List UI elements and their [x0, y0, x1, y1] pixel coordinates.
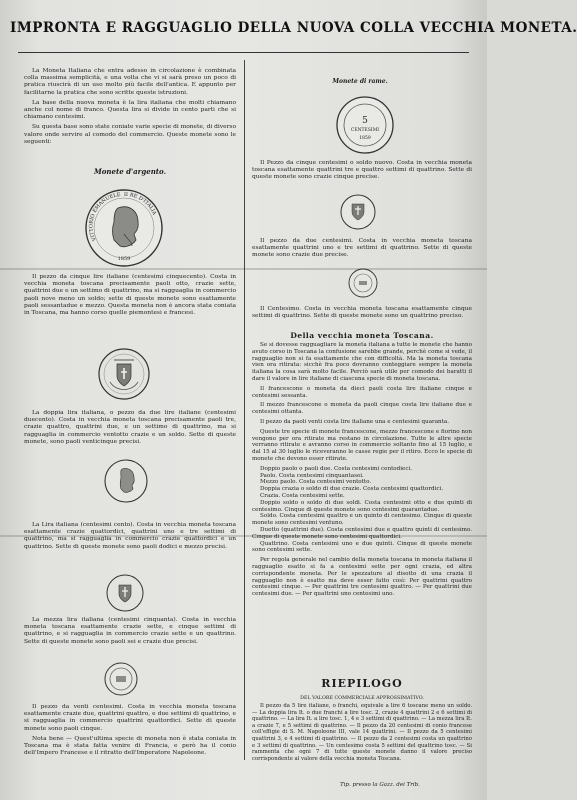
- printer-credit: Tip. presso la Gazz. dei Trib.: [340, 782, 420, 788]
- riepilogo-title: RIEPILOGO: [321, 677, 403, 690]
- old-money-item: Paolo. Costa centesimi cinquantasei.: [260, 472, 364, 479]
- nota-bene: Nota bene — Quest'ultima specie di moneta non è stata coniata in Toscana ma è stata fatta venire di Francia, e però ha il conio dell'Impero Francese e il ritratto dell'Imperatore Napoleone.: [24, 735, 236, 757]
- riepilogo-block: [252, 703, 472, 765]
- two-lire-text: [24, 410, 236, 449]
- intro-paragraph: La base della nuova moneta è la lira italiana che molti chiamano anche col nome di franco. Questa lira si divide in cento parti che si chiamano centesimi.: [24, 99, 236, 121]
- coin-description: La mezza lira italiana (centesimi cinquanta). Costa in vecchia moneta toscana esattamente crazie sette, e cinque settimi di quattrino, e si ragguaglia in commercio crazie sette e un quattrino. Sette di queste monete sono paoli sei e crazie due precisi.: [24, 617, 236, 645]
- coin-year: 1859: [359, 136, 371, 141]
- twenty-cent-text: [24, 704, 236, 760]
- old-money-item: Mezzo paolo. Costa centesimi ventotto.: [260, 479, 372, 486]
- five-cent-text: [252, 160, 472, 185]
- intro-paragraph: Su questa base sono state coniate varie specie di monete, di diverso valore onde servire al comodo del commercio. Queste monete sono le seguenti:: [24, 124, 237, 145]
- five-lire-text: [24, 274, 236, 320]
- old-money-paragraph: Se si dovesse ragguagliare la moneta italiana a tutte le monete che hanno avuto corso in Toscana la confusione sarebbe grande, perchè come si vede, il ragguaglio non si fa esattamente che con difficoltà. Ma la moneta toscana vien ora ritirata: sicchè fra poco dovranno conteggiare sempre la moneta italiana la cosa sarà molto facile. Perciò sarà utile per comodo dei baratti il dare il valore in lire italiane di ciascuna specie di moneta toscana.: [252, 342, 472, 382]
- old-money-item: Doppia crazia o soldo di due crazie. Costa centesimi quattordici.: [260, 486, 444, 493]
- svg-text:VITTORIO EMANUELE: VITTORIO EMANUELE: [88, 192, 121, 242]
- old-money-item: Duetto (quattrini due). Costa centesimi due e quattro quinti di centesimo. Cinque di queste monete sono centesimi quattordici.: [252, 526, 472, 540]
- poster-title: IMPRONTA E RAGGUAGLIO DELLA NUOVA COLLA VECCHIA MONETA.: [10, 20, 577, 36]
- two-cent-coin-image: [340, 194, 376, 230]
- five-lire-coin-image: [84, 188, 164, 268]
- coin-description: Il pezzo da due centesimi. Costa in vecchia moneta toscana esattamente quattrini uno e tre settimi di quattrino. Sette di queste monete sono crazie due precise.: [252, 238, 472, 259]
- coin-description: Il Pezzo da cinque centesimi o soldo nuovo. Costa in vecchia moneta toscana esattamente quattrini tre e quattro settimi di quattrino. Sette di queste monete sono crazie cinque precise.: [252, 160, 472, 181]
- old-money-item: Soldo. Costa centesimi quattro e un quinto di centesimo. Cinque di queste monete sono centesimi ventuno.: [252, 513, 472, 527]
- five-cent-coin-image: [336, 96, 394, 154]
- intro-paragraph: La Moneta Italiana che entra adesso in circolazione è combinata colla massima semplicità, e una volta che vi si sarà preso un poco di pratica riuscirà di un uso molto più facile dell'antica. E appunto per facilitarne la pratica che sono scritte queste istruzioni.: [24, 68, 236, 96]
- old-money-item: Crazia. Costa centesimi sette.: [260, 492, 345, 499]
- old-money-paragraph: Queste tre specie di monete francescone, mezzo francescone e fiorino non vengono per ora ritirate ma restano in circolazione. Tutte le altre specie verranno ritirate e avranno corso in commercio soltanto fino al 15 luglio, e dal 15 al 30 luglio le riceveranno le casse regie per il ritiro. Ecco le specie di monete che devono esser ritirate.: [252, 428, 472, 462]
- one-cent-text: [252, 306, 472, 323]
- coin-description: Il pezzo da cinque lire italiane (centesimi cinquecento). Costa in vecchia moneta toscana precisamente paoli otto, crazie sette, quattrini due e un settimo di quattrino, ma si ragguaglia in commercio paoli nove meno un soldo; sette di queste monete sono esattamente paoli sessantadue e mezzo. Questa moneta non è ancora stata coniata in Toscana, ma hanno corso quelle piemontesi e francesi.: [24, 274, 236, 317]
- old-money-paragraph: Il pezzo da paoli venti costa lire italiane una e centesimi quaranta.: [260, 418, 450, 425]
- coin-description: La Lira italiana (centesimi cento). Costa in vecchia moneta toscana esattamente crazie quattordici, quattrini uno e tre settimi di quattrino, ma si ragguaglia in commercio crazie quattordici e un quattrino. Sette di queste monete sono paoli dodici e mezzo precisi.: [24, 522, 236, 550]
- one-cent-coin-image: [348, 268, 378, 298]
- two-cent-text: [252, 238, 472, 263]
- old-money-item: Doppio soldo o soldo di due soldi. Costa centesimi otto e due quinti di centesimo. Cinque di queste monete sono centesimi quarantadue.: [252, 499, 472, 513]
- coin-value: 5: [362, 116, 368, 126]
- one-lira-text: [24, 522, 236, 554]
- title-rule: [18, 52, 469, 53]
- riepilogo-text: Il pezzo da 5 lire italiane, o franchi, equivale a lire 6 toscane meno un soldo. — La doppia lira It. o due franchi a lire tosc. 2, crazie 4 quattrini 2 e 6 settimi di quattrino. — La lira It. a lire tosc. 1, 4 e 3 settimi di quattrino. — La mezza lira It. a crazie 7, e 5 settimi di quattrino. — Il pezzo da 20 centesimi di conio francese coll'effigie di S. M. Napoleone III, vale 14 quattrini. — Il pezzo da 5 centesimi quattrini 3, e 4 settimi di quattrino. — Il pezzo da 2 centesimi costa un quattrino e 3 settimi di quattrino. — Un centesimo costa 5 settimi del quattrino tosc. — Si rammenta che ogni 7 di tutte queste monete danno il valore preciso corrispondente al valore della vecchia moneta Toscana.: [252, 703, 472, 762]
- two-lire-coin-image: [98, 348, 150, 400]
- old-money-paragraph: Il francescone o moneta da dieci paoli costa lire italiane cinque e centesimi sessanta.: [252, 385, 472, 399]
- old-money-paragraph: Il mezzo francescone o moneta da paoli cinque costa lire italiane due e centesimi ottanta.: [252, 402, 472, 416]
- column-divider: [244, 60, 245, 760]
- old-money-item: Quattrino. Costa centesimi uno e due quinti. Cinque di queste monete sono centesimi sette.: [252, 540, 472, 554]
- coin-year: 1859: [117, 256, 131, 262]
- one-lira-coin-image: [104, 459, 148, 503]
- coin-description: Il pezzo da venti centesimi. Costa in vecchia moneta toscana esattamente crazie due, quattrini quattro, e due settimi di quattrino, e si ragguaglia in commercio quattrini quattordici. Sette di queste monete sono paoli cinque.: [24, 704, 236, 732]
- old-money-item: Doppio paolo o paoli due. Costa centesimi centodieci.: [260, 465, 413, 472]
- half-lira-coin-image: [106, 574, 144, 612]
- coin-description: La doppia lira italiana, o pezzo da due lire italiane (centesimi duecento). Costa in vecchia moneta toscana precisamente paoli tre, crazie quattro, quattrini due, e un settimo di quattrino, ma si ragguaglia in commercio ventotto crazie e un soldo. Sette di queste monete, sono paoli venticinque precisi.: [24, 410, 236, 445]
- copper-heading: Monete di rame.: [332, 78, 388, 85]
- coin-label: CENTESIMI: [350, 128, 380, 133]
- svg-text:II RE D'ITALIA: II RE D'ITALIA: [123, 191, 158, 217]
- old-money-heading: Della vecchia moneta Toscana.: [290, 331, 434, 340]
- twenty-cent-coin-image: [104, 662, 138, 696]
- riepilogo-subtitle: DEL VALORE COMMERCIALE APPROSSIMATIVO.: [300, 696, 424, 701]
- intro-block: [24, 68, 236, 149]
- half-lira-text: [24, 617, 236, 649]
- silver-heading: Monete d'argento.: [94, 167, 166, 176]
- old-money-paragraph: Per regola generale nel cambio della moneta toscana in moneta italiana il ragguaglio esatto si fa a centesimi sette per ogni crazia, ed altra corrispondente moneta. Per le spezzature al disotto di una crazia il ragguaglio non è esatto ma deve esser fatto così: Per quattrini quattro centesimi cinque. — Per quattrini tre centesimi quattro. — Per quattrini due centesimi due. — Per quattrini uno centesimi uno.: [252, 557, 472, 598]
- coin-description: Il Centesimo. Costa in vecchia moneta toscana esattamente cinque settimi di quattrino. Sette di queste monete sono un quattrino preciso.: [252, 306, 472, 320]
- old-money-block: [252, 342, 472, 601]
